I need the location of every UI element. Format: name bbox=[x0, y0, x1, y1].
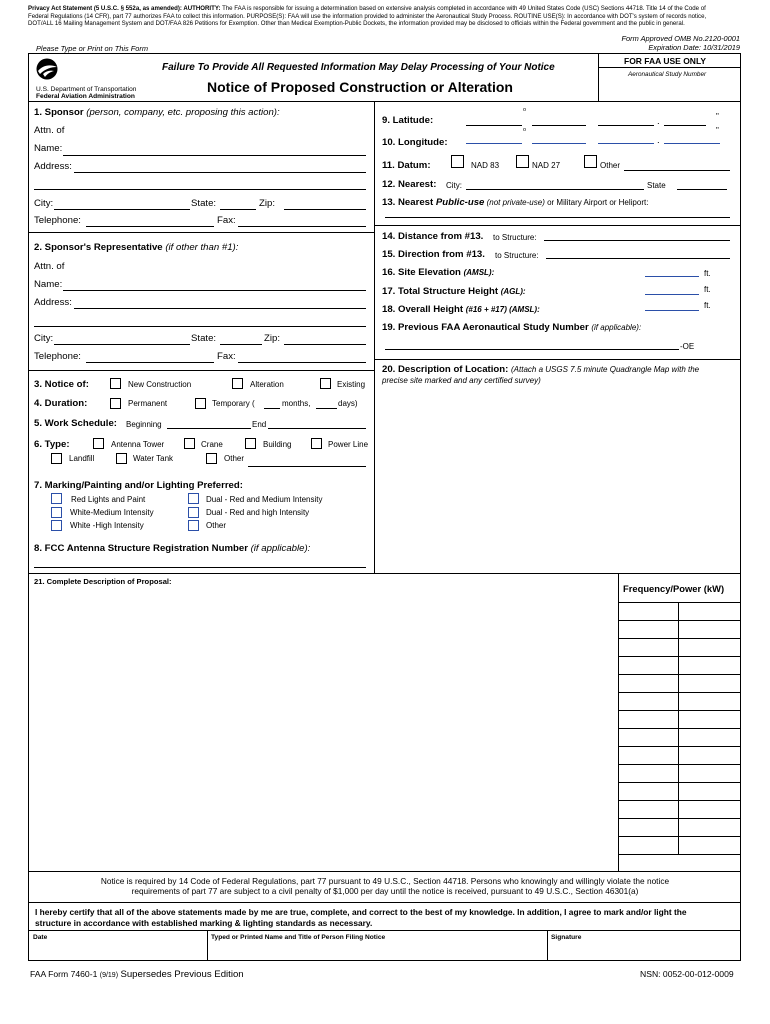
months-label: months, bbox=[282, 399, 311, 408]
s1-city-field[interactable] bbox=[54, 209, 190, 210]
power-cell[interactable] bbox=[680, 783, 738, 799]
s13-d: or Military Airport or Heliport: bbox=[544, 198, 649, 207]
other-lighting-label: Other bbox=[206, 521, 227, 530]
privacy-heading: Privacy Act Statement (5 U.S.C. § 552a, as amended): AUTHORITY: bbox=[28, 5, 221, 12]
agency-name: Federal Aviation Administration bbox=[36, 93, 135, 100]
overall-height-field[interactable] bbox=[645, 310, 699, 311]
other-type-checkbox[interactable] bbox=[206, 453, 217, 464]
lat-decimal-field[interactable] bbox=[664, 125, 706, 126]
frequency-cell[interactable] bbox=[620, 819, 676, 835]
frequency-cell[interactable] bbox=[620, 783, 676, 799]
filer-name-label: Typed or Printed Name and Title of Person Filing Notice bbox=[211, 934, 386, 941]
lat-sec-mark: " bbox=[716, 112, 719, 121]
frequency-cell[interactable] bbox=[620, 765, 676, 781]
permanent-checkbox[interactable] bbox=[110, 398, 121, 409]
frequency-cell[interactable] bbox=[620, 801, 676, 817]
power-line-label: Power Line bbox=[328, 440, 369, 449]
s1-attn-label: Attn. of bbox=[34, 125, 65, 136]
building-checkbox[interactable] bbox=[245, 438, 256, 449]
section-8-fcc bbox=[34, 543, 310, 554]
power-line-checkbox[interactable] bbox=[311, 438, 322, 449]
fcc-number-field[interactable] bbox=[34, 567, 366, 568]
s2-state-label: State: bbox=[191, 333, 217, 344]
crane-checkbox[interactable] bbox=[184, 438, 195, 449]
lat-minutes-field[interactable] bbox=[532, 125, 586, 126]
form-number bbox=[30, 969, 244, 980]
frequency-cell[interactable] bbox=[620, 837, 676, 853]
power-cell[interactable] bbox=[680, 693, 738, 709]
frequency-cell[interactable] bbox=[620, 621, 676, 637]
white-high-checkbox[interactable] bbox=[51, 520, 62, 531]
s1-name-field[interactable] bbox=[63, 155, 366, 156]
nsn-number: NSN: 0052-00-012-0009 bbox=[640, 969, 734, 979]
s1-address-field[interactable] bbox=[74, 172, 366, 173]
date-field[interactable] bbox=[30, 942, 206, 960]
s8-title: 8. FCC Antenna Structure Registration Number bbox=[34, 543, 248, 554]
power-cell[interactable] bbox=[680, 801, 738, 817]
s20-note: (Attach a USGS 7.5 minute Quadrangle Map with the bbox=[511, 365, 700, 374]
days-label: days) bbox=[338, 399, 358, 408]
s19-title: 19. Previous FAA Aeronautical Study Number bbox=[382, 322, 589, 333]
white-medium-checkbox[interactable] bbox=[51, 507, 62, 518]
beginning-label: Beginning bbox=[126, 420, 162, 429]
other-lighting-checkbox[interactable] bbox=[188, 520, 199, 531]
s2-telephone-field[interactable] bbox=[86, 362, 214, 363]
omb-expiration: Expiration Date: 10/31/2019 bbox=[648, 43, 740, 52]
date-label: Date bbox=[33, 934, 48, 941]
s1-state-field[interactable] bbox=[220, 209, 256, 210]
s17-agl: (AGL): bbox=[500, 287, 526, 296]
nad27-label: NAD 27 bbox=[532, 161, 561, 170]
omb-info bbox=[622, 34, 740, 52]
lat-degrees-field[interactable] bbox=[466, 125, 522, 126]
new-construction-label: New Construction bbox=[128, 380, 192, 389]
days-field[interactable] bbox=[316, 408, 337, 409]
lon-sec-mark: " bbox=[716, 126, 719, 135]
lon-dot: . bbox=[657, 135, 660, 146]
section-2-representative bbox=[34, 242, 238, 253]
proposal-description-field[interactable] bbox=[36, 588, 614, 868]
s16-title: 16. Site Elevation bbox=[382, 267, 461, 278]
s13-b: Public-use bbox=[435, 197, 485, 208]
s1-fax-field[interactable] bbox=[238, 226, 366, 227]
water-tank-checkbox[interactable] bbox=[116, 453, 127, 464]
section-1-sponsor bbox=[34, 107, 280, 118]
dot-logo-icon bbox=[34, 58, 60, 85]
s1-fax-label: Fax: bbox=[217, 215, 236, 226]
existing-label: Existing bbox=[337, 380, 366, 389]
dept-name: U.S. Department of Transportation bbox=[36, 86, 137, 93]
s1-zip-label: Zip: bbox=[259, 198, 275, 209]
s2-address-field-2[interactable] bbox=[34, 326, 366, 327]
lon-seconds-field[interactable] bbox=[598, 143, 654, 144]
s2-name-field[interactable] bbox=[63, 290, 366, 291]
lon-decimal-field[interactable] bbox=[664, 143, 720, 144]
s3-title: 3. Notice of: bbox=[34, 379, 89, 390]
s18-title: 18. Overall Height bbox=[382, 304, 464, 315]
s2-title: 2. Sponsor's Representative bbox=[34, 242, 163, 253]
existing-checkbox[interactable] bbox=[320, 378, 331, 389]
other-type-field[interactable] bbox=[248, 466, 366, 467]
nad83-checkbox[interactable] bbox=[451, 155, 464, 168]
s2-note: (if other than #1): bbox=[165, 242, 239, 253]
s7-title: 7. Marking/Painting and/or Lighting Preferred: bbox=[34, 480, 243, 491]
section-13 bbox=[382, 197, 648, 208]
s14-to-structure: to Structure: bbox=[493, 233, 537, 242]
s2-state-field[interactable] bbox=[220, 344, 262, 345]
s19-note: (if applicable): bbox=[591, 323, 642, 332]
frequency-cell[interactable] bbox=[620, 639, 676, 655]
notice-text-1: Notice is required by 14 Code of Federal Regulations, part 77 pursuant to 49 U.S.C., Section 44718. Persons who knowingly and willingly violate the notice bbox=[100, 876, 670, 886]
s20-note2: precise site marked and any certified survey) bbox=[382, 376, 541, 385]
section-20 bbox=[382, 364, 699, 375]
s1-zip-field[interactable] bbox=[284, 209, 366, 210]
form-id: FAA Form 7460-1 bbox=[30, 969, 98, 979]
s2-fax-label: Fax: bbox=[217, 351, 236, 362]
red-lights-checkbox[interactable] bbox=[51, 493, 62, 504]
power-cell[interactable] bbox=[680, 765, 738, 781]
months-field[interactable] bbox=[264, 408, 280, 409]
landfill-checkbox[interactable] bbox=[51, 453, 62, 464]
frequency-column-divider bbox=[678, 602, 679, 854]
white-medium-label: White-Medium Intensity bbox=[70, 508, 154, 517]
other-datum-field[interactable] bbox=[624, 170, 730, 171]
dual-red-high-checkbox[interactable] bbox=[188, 507, 199, 518]
nearest-state-label: State bbox=[647, 181, 666, 190]
dual-red-high-label: Dual - Red and high Intensity bbox=[206, 508, 310, 517]
frequency-row-divider bbox=[618, 854, 741, 855]
power-cell[interactable] bbox=[680, 621, 738, 637]
nad27-checkbox[interactable] bbox=[516, 155, 529, 168]
notice-text-2: requirements of part 77 are subject to a civil penalty of $1,000 per day until the notice is received, pursuant to 49 U.S.C., Section 46301(a) bbox=[131, 886, 639, 896]
omb-approved: Form Approved OMB No.2120-0001 bbox=[621, 34, 740, 43]
s16-amsl: (AMSL): bbox=[463, 268, 495, 277]
power-cell[interactable] bbox=[680, 657, 738, 673]
s15-title: 15. Direction from #13. bbox=[382, 249, 485, 260]
nearest-airport-field[interactable] bbox=[385, 217, 730, 218]
lon-degrees-field[interactable] bbox=[466, 143, 522, 144]
direction-field[interactable] bbox=[546, 258, 730, 259]
s2-name-label: Name: bbox=[34, 279, 63, 290]
power-cell[interactable] bbox=[680, 675, 738, 691]
s1-name-label: Name: bbox=[34, 143, 63, 154]
permanent-label: Permanent bbox=[128, 399, 168, 408]
nearest-city-label: City: bbox=[446, 181, 462, 190]
s18-ft: ft. bbox=[704, 301, 711, 310]
total-height-field[interactable] bbox=[645, 294, 699, 295]
power-cell[interactable] bbox=[680, 837, 738, 853]
s21-title: 21. Complete Description of Proposal: bbox=[34, 577, 172, 586]
lat-seconds-field[interactable] bbox=[598, 125, 654, 126]
s1-telephone-field[interactable] bbox=[86, 226, 214, 227]
s15-to-structure: to Structure: bbox=[495, 251, 539, 260]
end-field[interactable] bbox=[268, 428, 366, 429]
crane-label: Crane bbox=[201, 440, 223, 449]
s2-telephone-label: Telephone: bbox=[34, 351, 81, 362]
signature-field[interactable] bbox=[549, 942, 739, 960]
filer-name-field[interactable] bbox=[209, 942, 545, 960]
s9-title: 9. Latitude: bbox=[382, 115, 434, 126]
antenna-tower-checkbox[interactable] bbox=[93, 438, 104, 449]
antenna-tower-label: Antenna Tower bbox=[111, 440, 165, 449]
s11-title: 11. Datum: bbox=[382, 160, 431, 171]
s8-note: (if applicable): bbox=[250, 543, 311, 554]
s14-title: 14. Distance from #13. bbox=[382, 231, 484, 242]
privacy-line3: DOT/ALL 16 Mailing Management System and DOT/FAA 826 Petitions for Exemption. Other than Medical Exemption-Public Dockets, the information provided may be disclosed to officials within the Federal government and the public in general. bbox=[28, 20, 685, 28]
section-19 bbox=[382, 322, 641, 333]
s2-zip-label: Zip: bbox=[264, 333, 280, 344]
s1-address-label: Address: bbox=[34, 161, 72, 172]
power-cell[interactable] bbox=[680, 639, 738, 655]
faa-use-only-label: FOR FAA USE ONLY bbox=[624, 56, 707, 66]
frequency-cell[interactable] bbox=[620, 747, 676, 763]
aeronautical-study-number-label: Aeronautical Study Number bbox=[628, 71, 707, 78]
s1-address-field-2[interactable] bbox=[34, 189, 366, 190]
s13-c: (not private-use) bbox=[484, 198, 545, 207]
s4-title: 4. Duration: bbox=[34, 398, 88, 409]
s17-title: 17. Total Structure Height bbox=[382, 286, 499, 297]
privacy-line2: Federal Regulations (14 CFR), part 77 authorizes FAA to collect this information. PURPOSE(S): FAA will use the information provided to administer the Aeronautical Study Process. ROUTINE USE(S): In accordance with DOT's system of records notice, bbox=[28, 12, 707, 20]
new-construction-checkbox[interactable] bbox=[110, 378, 121, 389]
dual-red-medium-checkbox[interactable] bbox=[188, 493, 199, 504]
landfill-label: Landfill bbox=[69, 454, 95, 463]
s1-note: (person, company, etc. proposing this action): bbox=[86, 107, 280, 118]
power-cell[interactable] bbox=[680, 603, 738, 619]
s6-title: 6. Type: bbox=[34, 439, 70, 450]
s18-note: (#16 + #17) (AMSL): bbox=[465, 305, 540, 314]
other-datum-label: Other bbox=[600, 161, 621, 170]
page-title: Notice of Proposed Construction or Alteration bbox=[207, 79, 513, 95]
warning-text: Failure To Provide All Requested Information May Delay Processing of Your Notice bbox=[162, 62, 555, 73]
certify-text-1: I hereby certify that all of the above statements made by me are true, complete, and correct to the best of my knowledge. In addition, I agree to mark and/or light the bbox=[35, 907, 687, 917]
alteration-checkbox[interactable] bbox=[232, 378, 243, 389]
s1-title: 1. Sponsor bbox=[34, 107, 84, 118]
distance-field[interactable] bbox=[544, 240, 730, 241]
site-elevation-field[interactable] bbox=[645, 276, 699, 277]
s2-city-label: City: bbox=[34, 333, 54, 344]
nad83-label: NAD 83 bbox=[471, 161, 500, 170]
s2-address-label: Address: bbox=[34, 297, 72, 308]
frequency-cell[interactable] bbox=[620, 675, 676, 691]
power-cell[interactable] bbox=[680, 729, 738, 745]
form-rev: (9/19) bbox=[99, 972, 119, 979]
section-17 bbox=[382, 286, 526, 297]
frequency-cell[interactable] bbox=[620, 729, 676, 745]
building-label: Building bbox=[263, 440, 292, 449]
s2-address-field[interactable] bbox=[74, 308, 366, 309]
frequency-cell[interactable] bbox=[620, 603, 676, 619]
dual-red-medium-label: Dual - Red and Medium Intensity bbox=[206, 495, 323, 504]
s1-telephone-label: Telephone: bbox=[34, 215, 81, 226]
please-type-note: Please Type or Print on This Form bbox=[36, 44, 148, 53]
privacy-line1: The FAA is responsible for issuing a determination based on extensive analysis completed in accordance with 49 United States Code (USC) Sections 44718. Title 14 of the Code of bbox=[222, 5, 706, 12]
s1-state-label: State: bbox=[191, 198, 217, 209]
water-tank-label: Water Tank bbox=[133, 454, 174, 463]
signature-label: Signature bbox=[551, 934, 582, 941]
other-type-label: Other bbox=[224, 454, 245, 463]
red-lights-label: Red Lights and Paint bbox=[71, 495, 146, 504]
white-high-label: White -High Intensity bbox=[70, 521, 144, 530]
temporary-checkbox[interactable] bbox=[195, 398, 206, 409]
s13-a: 13. Nearest bbox=[382, 197, 436, 208]
other-datum-checkbox[interactable] bbox=[584, 155, 597, 168]
nearest-state-field[interactable] bbox=[677, 189, 727, 190]
lat-deg-mark: o bbox=[523, 107, 527, 113]
frequency-cell[interactable] bbox=[620, 657, 676, 673]
s17-ft: ft. bbox=[704, 285, 711, 294]
s5-title: 5. Work Schedule: bbox=[34, 418, 117, 429]
s12-title: 12. Nearest: bbox=[382, 179, 437, 190]
certify-text-2: structure in accordance with established marking & lighting standards as necessary. bbox=[35, 918, 373, 928]
s20-title: 20. Description of Location: bbox=[382, 364, 509, 375]
section-18 bbox=[382, 304, 540, 315]
nearest-city-field[interactable] bbox=[466, 189, 644, 190]
alteration-label: Alteration bbox=[250, 380, 284, 389]
section-16 bbox=[382, 267, 494, 278]
power-cell[interactable] bbox=[680, 819, 738, 835]
frequency-power-header: Frequency/Power (kW) bbox=[623, 583, 725, 594]
s2-zip-field[interactable] bbox=[284, 344, 366, 345]
power-cell[interactable] bbox=[680, 747, 738, 763]
lat-dot: . bbox=[657, 116, 660, 127]
end-label: End bbox=[252, 420, 267, 429]
temporary-label: Temporary ( bbox=[212, 399, 255, 408]
supersedes-text: Supersedes Previous Edition bbox=[120, 969, 244, 980]
power-cell[interactable] bbox=[680, 711, 738, 727]
privacy-statement bbox=[28, 5, 740, 28]
s19-oe: -OE bbox=[680, 342, 695, 351]
previous-study-field[interactable] bbox=[385, 349, 679, 350]
s1-city-label: City: bbox=[34, 198, 54, 209]
s2-fax-field[interactable] bbox=[238, 362, 366, 363]
s2-attn-label: Attn. of bbox=[34, 261, 65, 272]
s2-city-field[interactable] bbox=[54, 344, 190, 345]
s16-ft: ft. bbox=[704, 269, 711, 278]
lon-minutes-field[interactable] bbox=[532, 143, 586, 144]
beginning-field[interactable] bbox=[167, 428, 251, 429]
s10-title: 10. Longitude: bbox=[382, 137, 448, 148]
frequency-cell[interactable] bbox=[620, 711, 676, 727]
frequency-cell[interactable] bbox=[620, 693, 676, 709]
lon-deg-mark: o bbox=[523, 127, 527, 133]
